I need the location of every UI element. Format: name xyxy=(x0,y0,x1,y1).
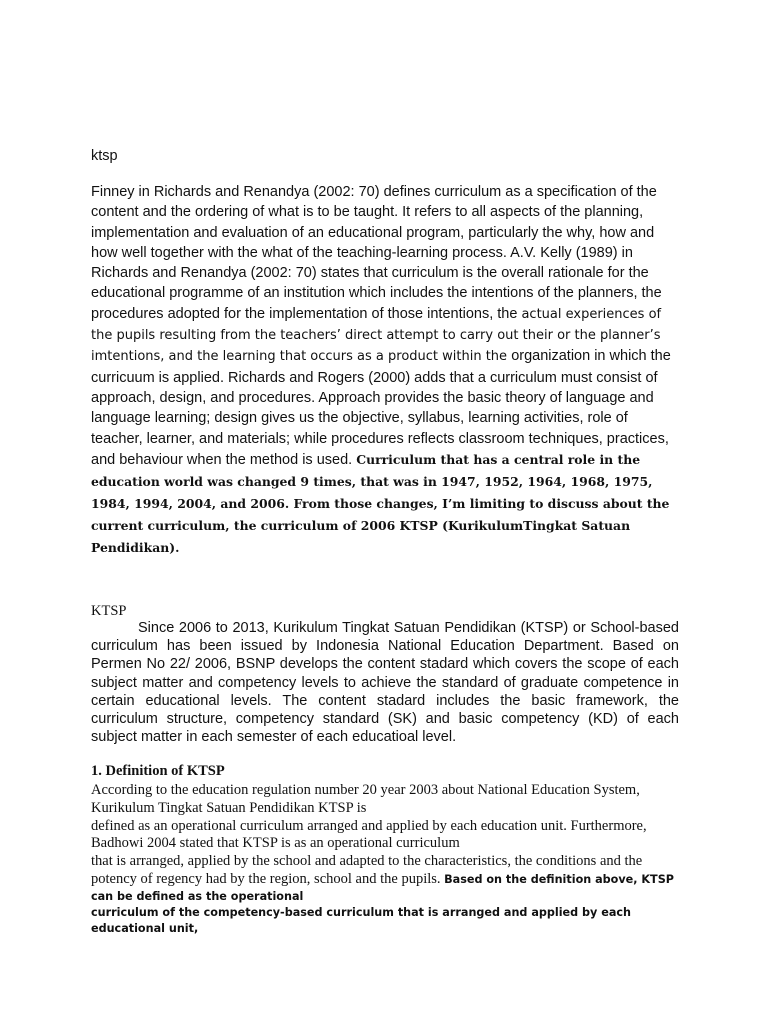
intro-text-part-1: Finney in Richards and Renandya (2002: 70) defines curriculum as a specification of the content and the ordering of what is to be taught. It refers to all aspects of the planning, implementation and evaluation of an educational program, particularly the why, how and how well together with the what of the teaching-learning process. A.V. Kelly (1989) in Richards and Renandya (2002: 70) states that curriculum is the overall rationale for the educational programme of an institution which includes the intentions of the planners, the procedures adopted for the implementation of those intentions, the xyxy=(91,184,662,322)
ktsp-paragraph: Since 2006 to 2013, Kurikulum Tingkat Satuan Pendidikan (KTSP) or School-based curriculum has been issued by Indonesia National Education Department. Based on Permen No 22/ 2006, BSNP develops the content stadard which covers the scope of each subject matter and competency levels to achieve the standard of graduate competence in certain educational levels. The content stadard includes the basic framework, the curriculum structure, competency standard (SK) and basic competency (KD) of each subject matter in each semester of each educatioal level. xyxy=(91,620,679,746)
intro-paragraph xyxy=(91,182,681,559)
ktsp-heading: KTSP xyxy=(91,603,127,619)
intro-text-part-3: organization in which the curricuum is applied. Richards and Rogers (2000) adds that a curriculum must consist of approach, design, and procedures. Approach provides the basic theory of language and language learning; design gives us the objective, syllabus, learning activities, role of teacher, learner, and materials; while procedures reflects classroom techniques, practices, and behaviour when the method is used. xyxy=(91,348,671,468)
definition-line: According to the education regulation number 20 year 2003 about National Education System, xyxy=(91,782,640,798)
definition-line: Kurikulum Tingkat Satuan Pendidikan KTSP is xyxy=(91,799,367,816)
definition-line: defined as an operational curriculum arranged and applied by each education unit. Furthermore, xyxy=(91,817,647,834)
document-heading: ktsp xyxy=(91,148,118,164)
definition-line: Badhowi 2004 stated that KTSP is as an operational curriculum xyxy=(91,835,460,852)
intro-text-part-2: actual experiences of the pupils resulting from the teachers’ direct attempt to carry out their or the planner’s imtentions, and the learning that occurs as a product within the xyxy=(91,306,662,365)
definition-line-text: potency of regency had by the region, school and the pupils. xyxy=(91,870,445,887)
definition-bold-text: Based on the definition above, KTSP xyxy=(444,872,674,886)
definition-line xyxy=(91,871,681,889)
section-title: 1. Definition of KTSP xyxy=(91,763,225,779)
definition-bold-line: can be defined as the operational xyxy=(91,889,304,903)
definition-bold-line: curriculum of the competency-based curriculum that is arranged and applied by each educational unit, xyxy=(91,905,631,935)
definition-paragraph xyxy=(91,782,681,937)
definition-line: that is arranged, applied by the school and adapted to the characteristics, the conditions and the xyxy=(91,853,643,870)
intro-text-part-4: Curriculum that has a central role in the education world was changed 9 times, that was in 1947, 1952, 1964, 1968, 1975, 1984, 1994, 2004, and 2006. From those changes, I’m limiting to discuss about the current curriculum, the curriculum of 2006 KTSP (KurikulumTingkat Satuan Pendidikan). xyxy=(91,451,670,555)
